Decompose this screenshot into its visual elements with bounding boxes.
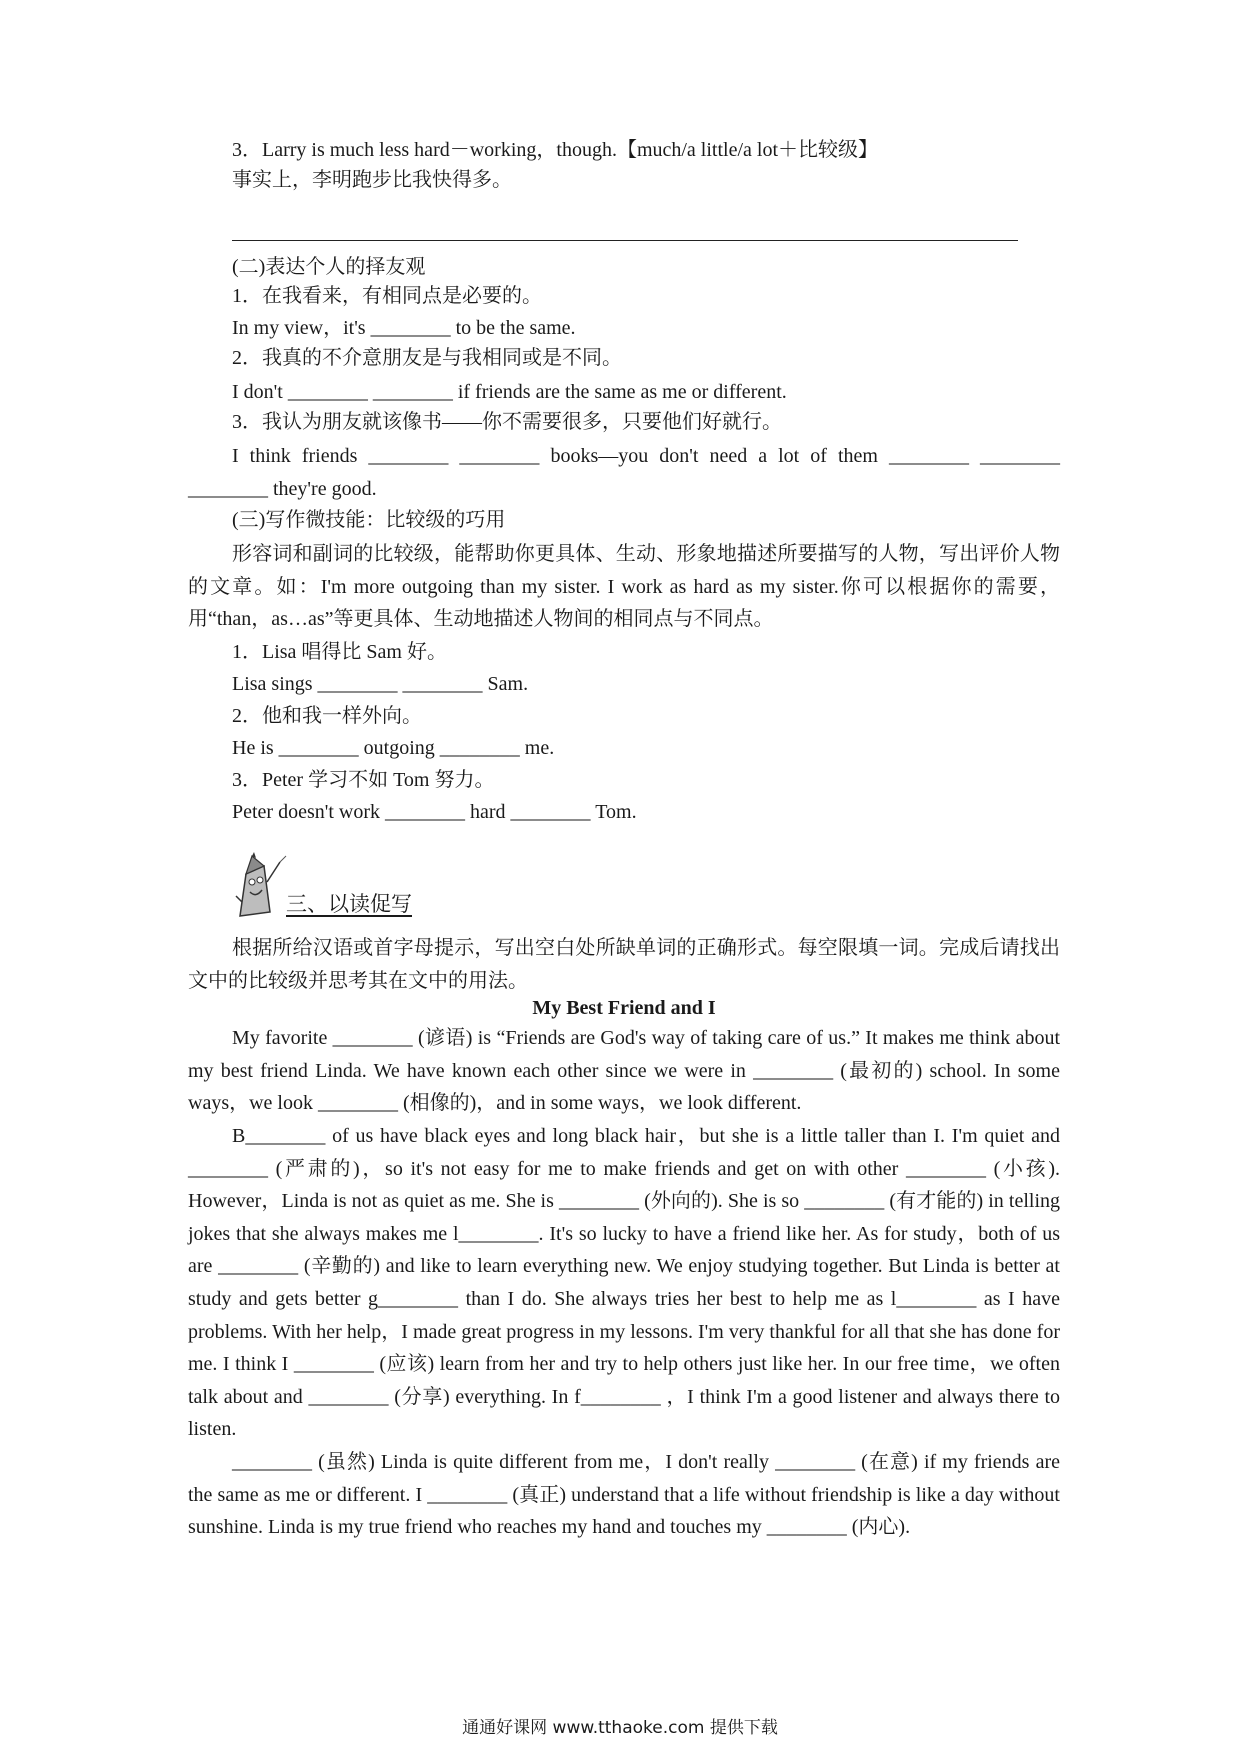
exercise-q3-chinese: 事实上，李明跑步比我快得多。 — [232, 169, 512, 191]
section-2-heading: (二)表达个人的择友观 — [232, 256, 426, 278]
s3-item-1-en: Lisa sings ________ ________ Sam. — [232, 673, 529, 695]
s3-item-3-en: Peter doesn't work ________ hard ________ Tom. — [232, 801, 637, 823]
page-footer: 通通好课网 www.tthaoke.com 提供下载 — [462, 1718, 778, 1738]
s2-item-3-cn: 3．我认为朋友就该像书——你不需要很多，只要他们好就行。 — [232, 411, 782, 433]
s3-item-1-cn: 1．Lisa 唱得比 Sam 好。 — [232, 641, 447, 663]
answer-line — [232, 240, 1018, 241]
part-three-heading: 三、以读促写 — [286, 892, 412, 916]
s2-item-2-en: I don't ________ ________ if friends are the same as me or different. — [232, 381, 787, 403]
s2-item-1-cn: 1．在我看来，有相同点是必要的。 — [232, 285, 542, 307]
section-3-heading: (三)写作微技能：比较级的巧用 — [232, 509, 506, 531]
s2-item-2-cn: 2．我真的不介意朋友是与我相同或是不同。 — [232, 347, 622, 369]
passage-title: My Best Friend and I — [532, 997, 716, 1019]
passage-paragraph-2: B________ of us have black eyes and long black hair，but she is a little taller than I. I'm quiet and ________ (严肃的)，so it's not easy for me to make friends and get on with other ________ (小孩). However，Linda is not as quiet as me. She is ________ (外向的). She is so ________ (有才能的) in telling jokes that she always makes me l________. It's so lucky to have a friend like her. As for study，both of us are ________ (辛勤的) and like to learn everything new. We enjoy studying together. But Linda is better at study and gets better g________ than I do. She always tries her best to help me as l________ as I have problems. With her help，I made great progress in my lessons. I'm very thankful for all that she has done for me. I think I ________ (应该) learn from her and try to help others just like her. In our free time，we often talk about and ________ (分享) everything. In f________ ，I think I'm a good listener and always there to listen. — [188, 1125, 1060, 1441]
s2-item-3-en: I think friends ________ ________ books—you don't need a lot of them ________ ________ ________ they're good. — [188, 445, 1060, 500]
s2-item-1-en: In my view，it's ________ to be the same. — [232, 317, 576, 339]
s3-item-3-cn: 3．Peter 学习不如 Tom 努力。 — [232, 769, 495, 791]
passage-paragraph-3: ________ (虽然) Linda is quite different from me，I don't really ________ (在意) if my friends are the same as me or different. I ________ (真正) understand that a life without friendship is like a day without sunshine. Linda is my true friend who reaches my hand and touches my ________ (内心). — [188, 1451, 1060, 1539]
exercise-q3-english: 3．Larry is much less hard－working，though.【much/a little/a lot＋比较级】 — [232, 139, 879, 161]
section-3-intro: 形容词和副词的比较级，能帮助你更具体、生动、形象地描述所要描写的人物，写出评价人物的文章。如：I'm more outgoing than my sister. I work as hard as my sister.你可以根据你的需要，用“than，as…as”等更具体、生动地描述人物间的相同点与不同点。 — [188, 543, 1060, 631]
part-three-instructions: 根据所给汉语或首字母提示，写出空白处所缺单词的正确形式。每空限填一词。完成后请找出文中的比较级并思考其在文中的用法。 — [188, 937, 1060, 992]
passage-paragraph-1: My favorite ________ (谚语) is “Friends are God's way of taking care of us.” It makes me think about my best friend Linda. We have known each other since we were in ________ (最初的) school. In some ways，we look ________ (相像的)，and in some ways，we look different. — [188, 1027, 1060, 1115]
s3-item-2-en: He is ________ outgoing ________ me. — [232, 737, 555, 759]
s3-item-2-cn: 2．他和我一样外向。 — [232, 705, 422, 727]
